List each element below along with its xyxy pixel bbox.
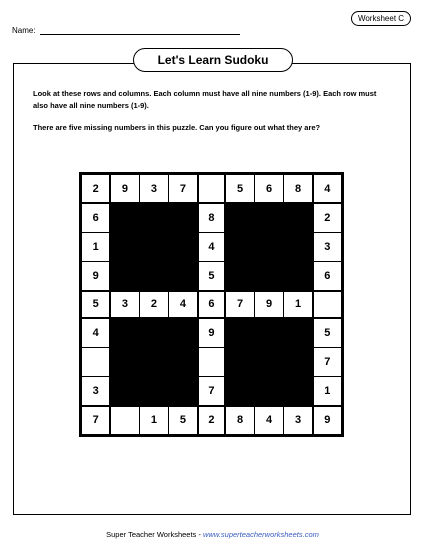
- sudoku-cell: 5: [82, 292, 109, 318]
- sudoku-cell: 6: [82, 204, 109, 232]
- sudoku-cell: 9: [199, 319, 225, 347]
- sudoku-empty-cell[interactable]: [199, 348, 225, 376]
- sudoku-cell: 5: [314, 319, 341, 347]
- sudoku-cell: 1: [140, 407, 168, 434]
- sudoku-cell: 1: [284, 292, 312, 318]
- sudoku-cell: 2: [199, 407, 225, 434]
- sudoku-cell: 4: [255, 407, 283, 434]
- sudoku-cell: 2: [140, 292, 168, 318]
- sudoku-cell: 8: [226, 407, 254, 434]
- footer-url[interactable]: www.superteacherworksheets.com: [202, 530, 319, 539]
- sudoku-empty-cell[interactable]: [111, 407, 139, 434]
- name-label: Name:: [12, 26, 36, 35]
- sudoku-cell: 4: [169, 292, 197, 318]
- sudoku-cell: 3: [314, 233, 341, 261]
- name-line[interactable]: [40, 26, 240, 35]
- sudoku-cell: 6: [199, 292, 225, 318]
- sudoku-grid: [79, 172, 344, 437]
- sudoku-cell: 1: [82, 233, 109, 261]
- sudoku-cell: 5: [226, 175, 254, 202]
- sudoku-empty-cell[interactable]: [314, 292, 341, 318]
- sudoku-cell: 5: [169, 407, 197, 434]
- worksheet-badge: Worksheet C: [351, 11, 411, 26]
- sudoku-cell: 7: [199, 377, 225, 405]
- sudoku-cell: 7: [314, 348, 341, 376]
- sudoku-cell: 9: [111, 175, 139, 202]
- sudoku-cell: 1: [314, 377, 341, 405]
- sudoku-cell: 7: [226, 292, 254, 318]
- sudoku-cell: 6: [255, 175, 283, 202]
- sudoku-empty-cell[interactable]: [199, 175, 225, 202]
- worksheet-title: Let's Learn Sudoku: [133, 48, 293, 72]
- sudoku-cell: 9: [314, 407, 341, 434]
- sudoku-cell: 7: [169, 175, 197, 202]
- sudoku-cell: 2: [314, 204, 341, 232]
- sudoku-cell: 3: [82, 377, 109, 405]
- sudoku-cell: 4: [314, 175, 341, 202]
- instruction-paragraph-1: Look at these rows and columns. Each column must have all nine numbers (1-9). Each row must also have all nine numbers (1-9).: [33, 89, 377, 110]
- footer-text: Super Teacher Worksheets -: [106, 530, 203, 539]
- name-field: [12, 26, 240, 35]
- sudoku-cell: 4: [199, 233, 225, 261]
- sudoku-cell: 9: [255, 292, 283, 318]
- sudoku-cell: 7: [82, 407, 109, 434]
- sudoku-cell: 3: [111, 292, 139, 318]
- sudoku-cell: 8: [284, 175, 312, 202]
- sudoku-cell: 6: [314, 262, 341, 290]
- sudoku-cell: 3: [140, 175, 168, 202]
- sudoku-cell: 8: [199, 204, 225, 232]
- sudoku-cell: 4: [82, 319, 109, 347]
- sudoku-cell: 3: [284, 407, 312, 434]
- sudoku-cell: 5: [199, 262, 225, 290]
- sudoku-cell: 2: [82, 175, 109, 202]
- instruction-paragraph-2: There are five missing numbers in this puzzle. Can you figure out what they are?: [33, 123, 321, 132]
- footer: [0, 530, 425, 539]
- sudoku-cell: 9: [82, 262, 109, 290]
- sudoku-empty-cell[interactable]: [82, 348, 109, 376]
